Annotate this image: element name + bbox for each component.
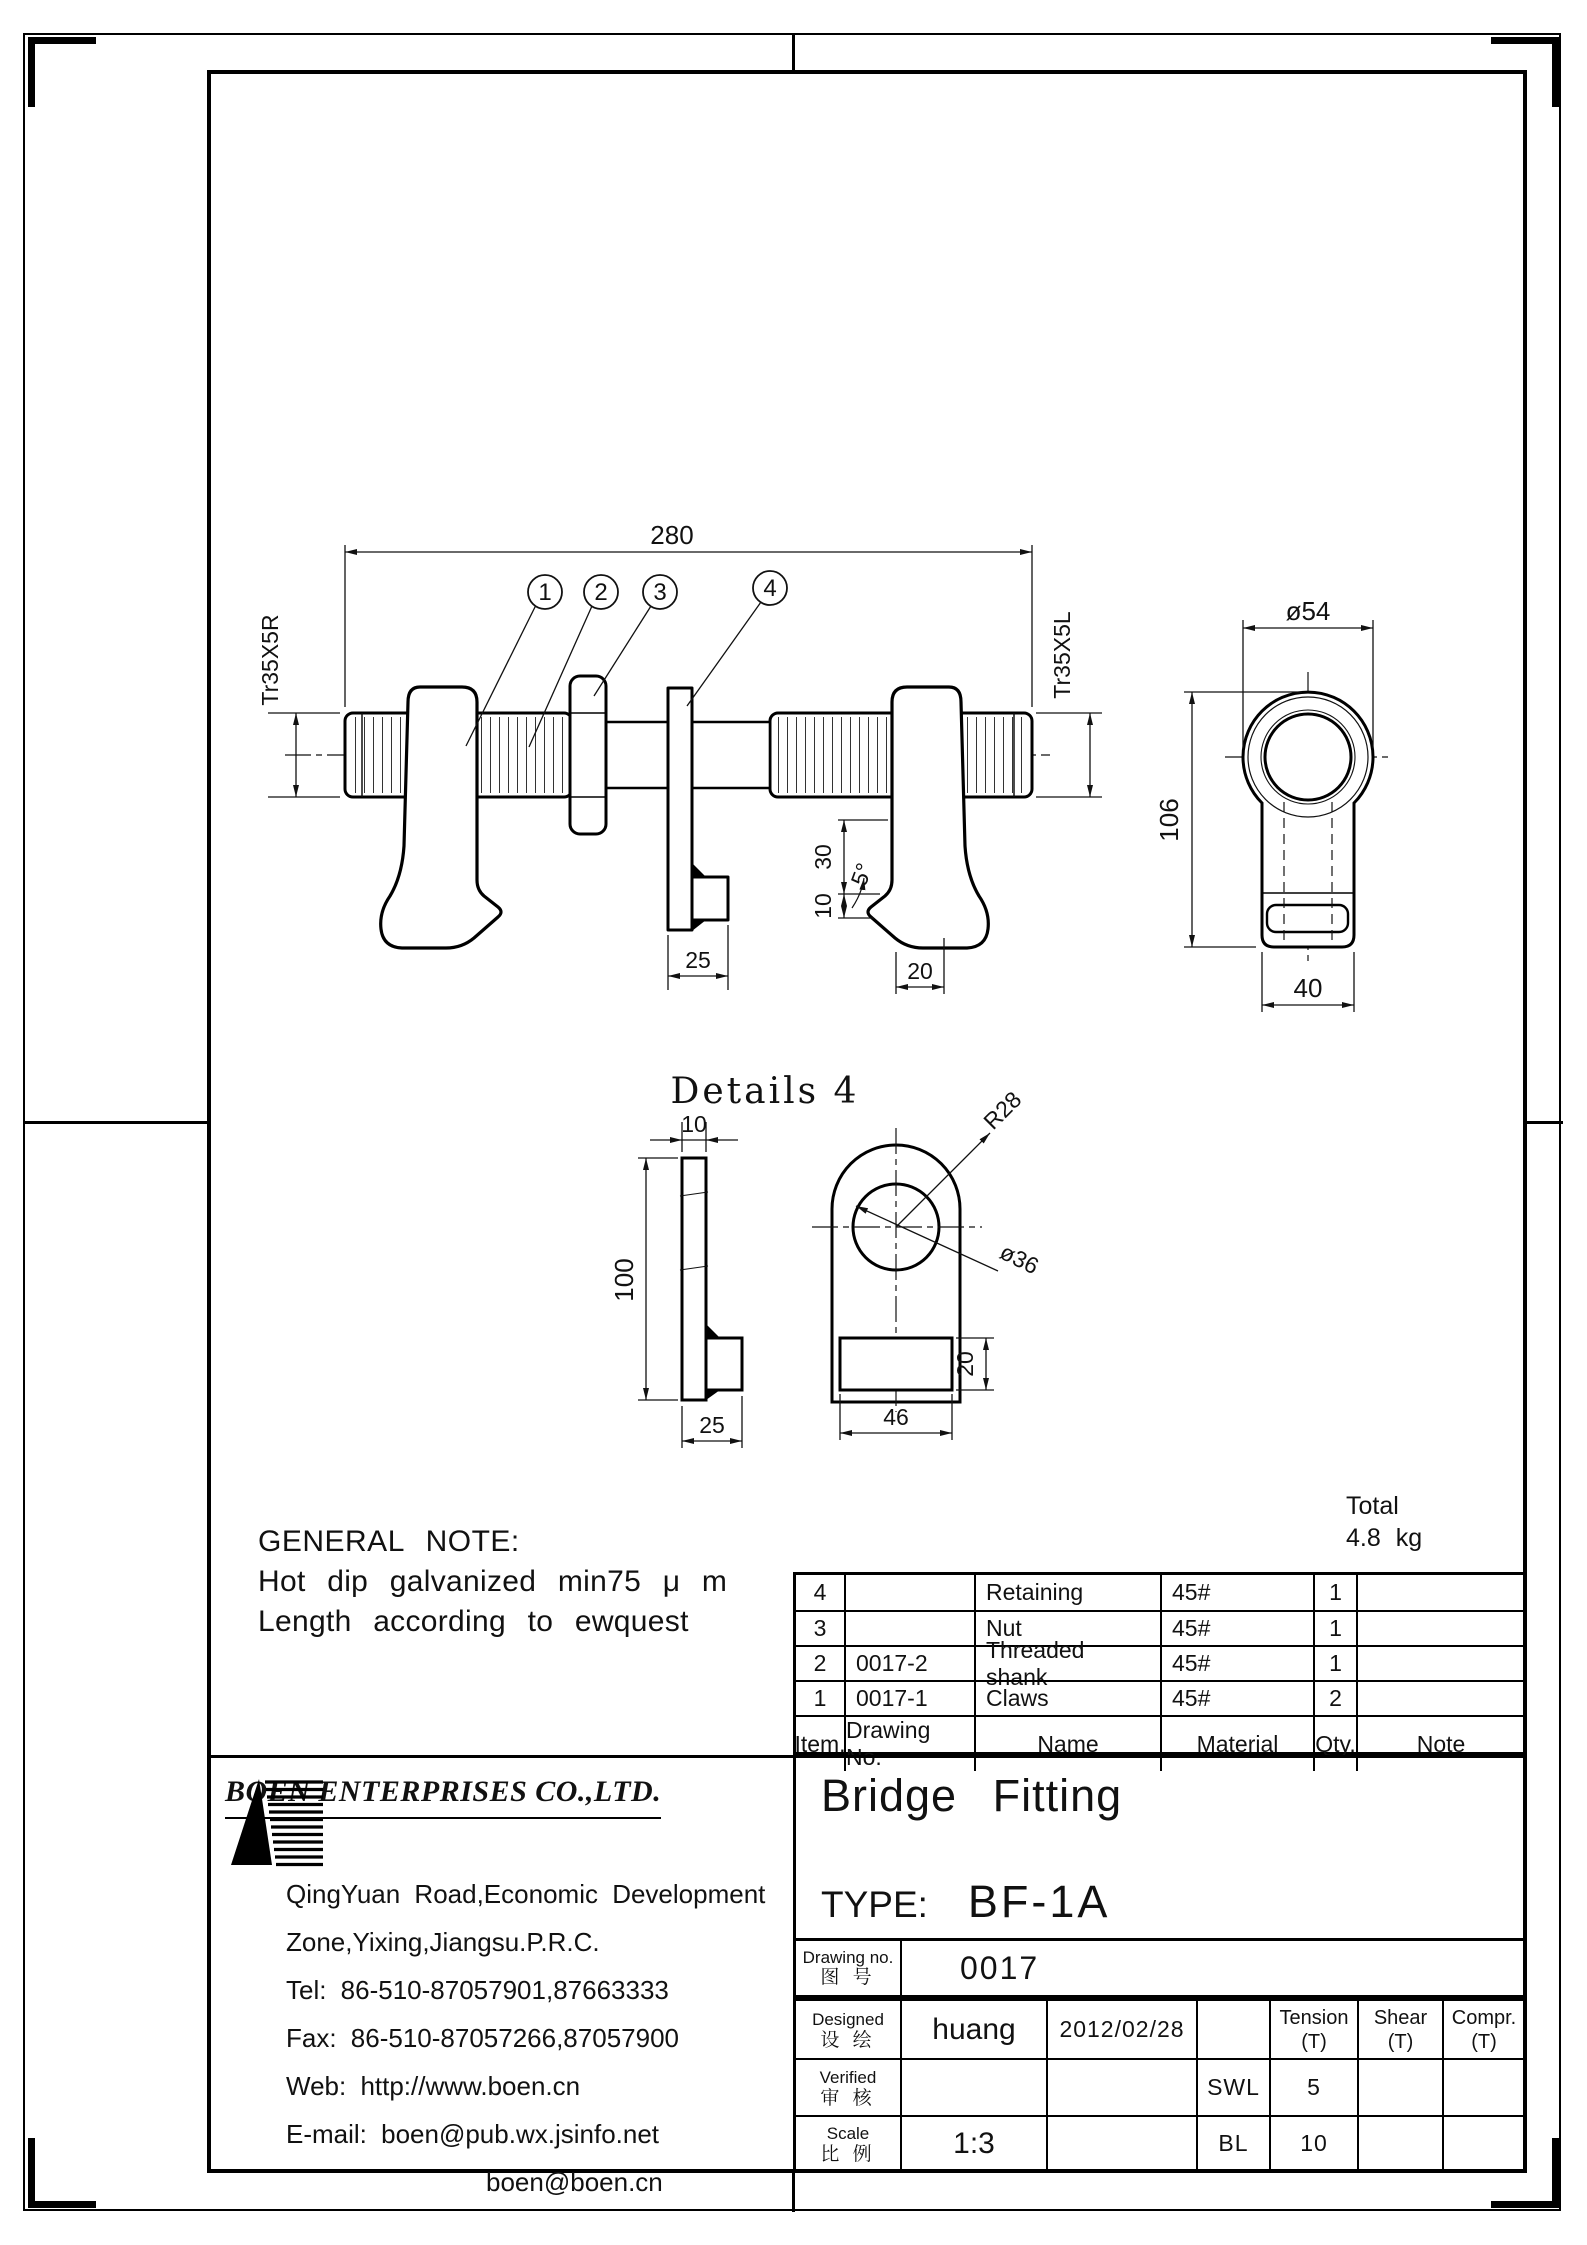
general-note xyxy=(258,1522,727,1642)
dim-30-label: 30 xyxy=(810,844,836,870)
scale-label-en: Scale xyxy=(826,2123,870,2143)
verified-label-en: Verified xyxy=(819,2067,877,2087)
bom-header-drawing-no: Drawing No. xyxy=(844,1715,974,1771)
general-note-line: Length according to ewquest xyxy=(258,1605,689,1638)
company-logo-icon xyxy=(225,1775,325,1867)
dim-base-width xyxy=(682,1396,742,1448)
total-weight xyxy=(1346,1490,1422,1554)
dim-100-label: 100 xyxy=(609,1258,639,1302)
verified-label-cn: 审 核 xyxy=(820,2087,876,2109)
bl-label: BL xyxy=(1196,2115,1269,2170)
scale-date-cell xyxy=(1046,2115,1196,2170)
thread-right-label: Tr35X5L xyxy=(1049,611,1075,699)
verified-name-cell xyxy=(900,2058,1046,2115)
company-email: E-mail: boen@pub.wx.jsinfo.net xyxy=(286,2118,660,2149)
dim-54-label: ø54 xyxy=(1285,596,1331,626)
type-value: BF-1A xyxy=(967,1876,1111,1927)
title-block-product-cell xyxy=(793,1755,1527,1938)
bom-cell-qty: 1 xyxy=(1313,1645,1356,1680)
thread-left-label: Tr35X5R xyxy=(257,614,283,706)
bom-cell-note xyxy=(1356,1680,1524,1715)
total-label: Total xyxy=(1346,1492,1399,1520)
retaining-plate-foot xyxy=(692,877,728,920)
drawing-no-value: 0017 xyxy=(960,1949,1040,1986)
title-block-info-grid xyxy=(793,1998,1527,2173)
bom-header-qty: Qty. xyxy=(1313,1715,1356,1771)
weld-fillet xyxy=(706,1324,720,1338)
bom-cell-note xyxy=(1356,1645,1524,1680)
bom-cell-material: 45# xyxy=(1160,1680,1313,1715)
company-web: Web: http://www.boen.cn xyxy=(286,2070,581,2101)
verified-date-cell xyxy=(1046,2058,1196,2115)
bom-header-note: Note xyxy=(1356,1715,1524,1771)
compr-bl-cell xyxy=(1442,2115,1524,2170)
swl-label: SWL xyxy=(1196,2058,1269,2115)
bl-value: 10 xyxy=(1269,2115,1357,2170)
dim-hook-angle xyxy=(846,859,878,908)
company-fax: Fax: 86-510-87057266,87057900 xyxy=(286,2022,679,2053)
detail-title: Details 4 xyxy=(670,1071,860,1112)
dim-25-label: 25 xyxy=(685,947,711,973)
corner-mark-bottom-right xyxy=(1491,2201,1559,2208)
bom-header-item: Item. xyxy=(796,1715,844,1771)
company-address-line: Zone,Yixing,Jiangsu.P.R.C. xyxy=(286,1926,600,1957)
company-email-2: boen@boen.cn xyxy=(486,2166,663,2197)
company-name: BOEN ENTERPRISES CO.,LTD. xyxy=(225,1775,661,1819)
balloon-1-number: 1 xyxy=(538,579,552,606)
drawing-no-label-cn: 图 号 xyxy=(820,1967,876,1988)
balloon-4-number: 4 xyxy=(763,575,777,602)
bom-header-material: Material xyxy=(1160,1715,1313,1771)
bom-cell-qty: 1 xyxy=(1313,1575,1356,1610)
scale-label xyxy=(796,2115,900,2170)
company-tel: Tel: 86-510-87057901,87663333 xyxy=(286,1974,669,2005)
bom-cell-qty: 2 xyxy=(1313,1680,1356,1715)
compr-unit: (T) xyxy=(1471,2030,1497,2053)
balloon-2-number: 2 xyxy=(594,579,608,606)
main-assembly-view xyxy=(257,520,1102,994)
shear-swl-cell xyxy=(1357,2058,1442,2115)
scale-value: 1:3 xyxy=(900,2115,1046,2170)
dim-thread-right xyxy=(1036,611,1102,797)
total-value: 4.8 kg xyxy=(1346,1524,1423,1552)
ring-hole xyxy=(1265,714,1351,800)
bom-cell-item: 4 xyxy=(813,1579,827,1605)
general-note-heading: GENERAL NOTE: xyxy=(258,1525,520,1558)
dim-46-label: 46 xyxy=(883,1404,909,1430)
bom-cell-qty: 1 xyxy=(1313,1610,1356,1645)
bom-cell-item: 1 xyxy=(796,1680,844,1715)
bom-cell-drawing-no xyxy=(844,1610,974,1645)
dim-thickness xyxy=(650,1111,738,1152)
bom-header-name: Name xyxy=(974,1715,1160,1771)
corner-mark-bottom-left xyxy=(28,2138,35,2208)
bom-cell-item: 2 xyxy=(796,1645,844,1680)
design-date: 2012/02/28 xyxy=(1046,2001,1196,2058)
product-title: Bridge Fitting xyxy=(821,1770,1123,1821)
nut xyxy=(570,676,606,834)
weld-fillet xyxy=(692,920,706,931)
bom-cell-drawing-no: 0017-2 xyxy=(844,1645,974,1680)
compr-label: Compr. xyxy=(1451,2006,1517,2029)
shear-header xyxy=(1357,2001,1442,2058)
designer-name: huang xyxy=(900,2001,1046,2058)
dim-106-label: 106 xyxy=(1154,798,1184,842)
compr-header xyxy=(1442,2001,1524,2058)
designed-label xyxy=(796,2001,900,2058)
company-panel xyxy=(207,1755,793,2197)
bom-cell-note xyxy=(1356,1575,1524,1610)
dim-40-label: 40 xyxy=(1293,973,1323,1003)
drawing-no-label xyxy=(796,1941,902,1995)
company-contact-block xyxy=(286,1870,765,2206)
shear-bl-cell xyxy=(1357,2115,1442,2170)
verified-label xyxy=(796,2058,900,2115)
dim-5deg-label: 5° xyxy=(845,859,878,890)
dim-25-detail-label: 25 xyxy=(699,1412,725,1438)
weld-fillet xyxy=(692,863,706,877)
dim-thread-left xyxy=(257,614,340,797)
tension-header xyxy=(1269,2001,1357,2058)
title-block-drawing-no-row xyxy=(793,1938,1527,1998)
bom-cell-material: 45# xyxy=(1160,1645,1313,1680)
swl-value: 5 xyxy=(1269,2058,1357,2115)
balloon-3-number: 3 xyxy=(653,579,667,606)
blank-cell xyxy=(1196,2001,1269,2058)
designed-label-en: Designed xyxy=(812,2009,884,2029)
dim-20-detail-label: 20 xyxy=(952,1351,978,1377)
front-slot xyxy=(840,1338,952,1390)
dim-overall-length xyxy=(345,520,1032,707)
bom-cell-drawing-no xyxy=(844,1575,974,1610)
dim-280-label: 280 xyxy=(650,520,694,550)
bom-cell-item: 3 xyxy=(796,1610,844,1645)
center-tick-bottom xyxy=(792,2173,795,2212)
bom-cell-material: 45# xyxy=(1160,1575,1313,1610)
shear-unit: (T) xyxy=(1387,2030,1414,2053)
tension-label: Tension xyxy=(1279,2006,1349,2029)
bom-cell-name: Claws xyxy=(974,1680,1160,1715)
dim-plate-width xyxy=(668,925,728,990)
dim-10-detail-label: 10 xyxy=(681,1111,707,1137)
designed-label-cn: 设 绘 xyxy=(820,2029,876,2051)
corner-mark-bottom-left xyxy=(28,2201,96,2208)
bom-cell-name: Nut xyxy=(974,1610,1160,1645)
dim-20-label: 20 xyxy=(907,958,933,984)
bom-cell-drawing-no: 0017-1 xyxy=(844,1680,974,1715)
detail-view xyxy=(609,1071,1043,1448)
drawing-no-label-en: Drawing no. xyxy=(802,1948,894,1967)
side-view xyxy=(1154,596,1390,1012)
type-label: TYPE: xyxy=(821,1884,928,1925)
bom-cell-material: 45# xyxy=(1160,1610,1313,1645)
compr-swl-cell xyxy=(1442,2058,1524,2115)
bom-cell-note xyxy=(1356,1610,1524,1645)
retaining-plate xyxy=(668,688,692,930)
company-address-line: QingYuan Road,Economic Development xyxy=(286,1878,766,1909)
retaining-profile-foot xyxy=(706,1338,742,1390)
body-slot xyxy=(1267,905,1348,932)
general-note-line: Hot dip galvanized min75 μ m xyxy=(258,1565,728,1598)
shear-label: Shear xyxy=(1373,2006,1428,2029)
scale-label-cn: 比 例 xyxy=(820,2143,876,2165)
corner-mark-bottom-right xyxy=(1552,2138,1559,2208)
dim-10-label: 10 xyxy=(810,893,836,919)
bom-table xyxy=(793,1572,1527,1770)
bom-cell-name: Threaded shank xyxy=(974,1645,1160,1680)
dim-r28-label: R28 xyxy=(978,1086,1027,1135)
dim-height xyxy=(609,1158,678,1400)
tension-unit: (T) xyxy=(1301,2030,1327,2053)
bom-cell-name: Retaining xyxy=(974,1575,1160,1610)
dim-36-label: ø36 xyxy=(995,1238,1044,1280)
